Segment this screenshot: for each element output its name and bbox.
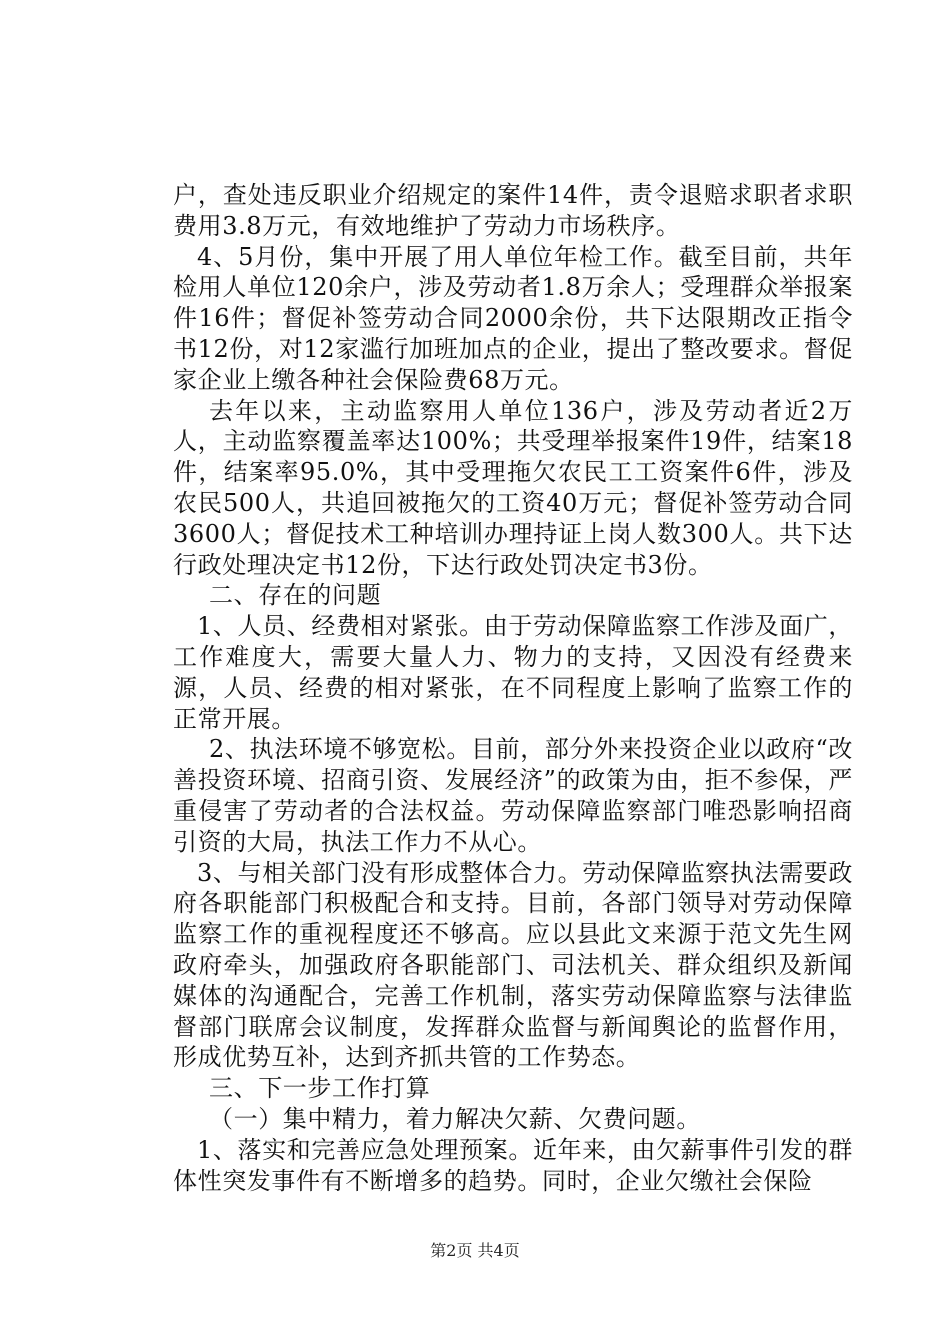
paragraph: 1、落实和完善应急处理预案。近年来，由欠薪事件引发的群体性突发事件有不断增多的趋势。同时，企业欠缴社会保险 [173, 1135, 853, 1195]
paragraph: 4、5月份，集中开展了用人单位年检工作。截至目前，共年检用人单位120余户，涉及劳动者1.8万余人；受理群众举报案件16件；督促补签劳动合同2000余份，共下达限期改正指令书12份，对12家滥行加班加点的企业，提出了整改要求。督促家企业上缴各种社会保险费68万元。 [173, 242, 853, 394]
paragraph: 3、与相关部门没有形成整体合力。劳动保障监察执法需要政府各职能部门积极配合和支持。目前，各部门领导对劳动保障监察工作的重视程度还不够高。应以县此文来源于范文先生网政府牵头，加强政府各职能部门、司法机关、群众组织及新闻媒体的沟通配合，完善工作机制，落实劳动保障监察与法律监督部门联席会议制度，发挥群众监督与新闻舆论的监督作用，形成优势互补，达到齐抓共管的工作势态。 [173, 858, 853, 1072]
paragraph: 户，查处违反职业介绍规定的案件14件，责令退赔求职者求职费用3.8万元，有效地维护了劳动力市场秩序。 [173, 181, 853, 240]
section-heading: 二、存在的问题 [209, 581, 382, 610]
paragraph: 去年以来，主动监察用人单位136户，涉及劳动者近2万人，主动监察覆盖率达100%；共受理举报案件19件，结案18件，结案率95.0%，其中受理拖欠农民工工资案件6件，涉及农民500人，共追回被拖欠的工资40万元；督促补签劳动合同3600人；督促技术工种培训办理持证上岗人数300人。共下达行政处理决定书12份，下达行政处罚决定书3份。 [173, 396, 853, 579]
paragraph: 2、执法环境不够宽松。目前，部分外来投资企业以政府“改善投资环境、招商引资、发展经济”的政策为由，拒不参保，严重侵害了劳动者的合法权益。劳动保障监察部门唯恐影响招商引资的大局，执法工作力不从心。 [173, 735, 853, 856]
page-footer [0, 1241, 950, 1261]
page-number-label: 第2页 共4页 [430, 1241, 520, 1260]
document-body [173, 180, 853, 1196]
paragraph: 1、人员、经费相对紧张。由于劳动保障监察工作涉及面广，工作难度大，需要大量人力、物力的支持，又因没有经费来源，人员、经费的相对紧张，在不同程度上影响了监察工作的正常开展。 [173, 612, 853, 733]
subsection-heading: （一）集中精力，着力解决欠薪、欠费问题。 [209, 1104, 701, 1133]
section-heading: 三、下一步工作打算 [209, 1074, 431, 1103]
